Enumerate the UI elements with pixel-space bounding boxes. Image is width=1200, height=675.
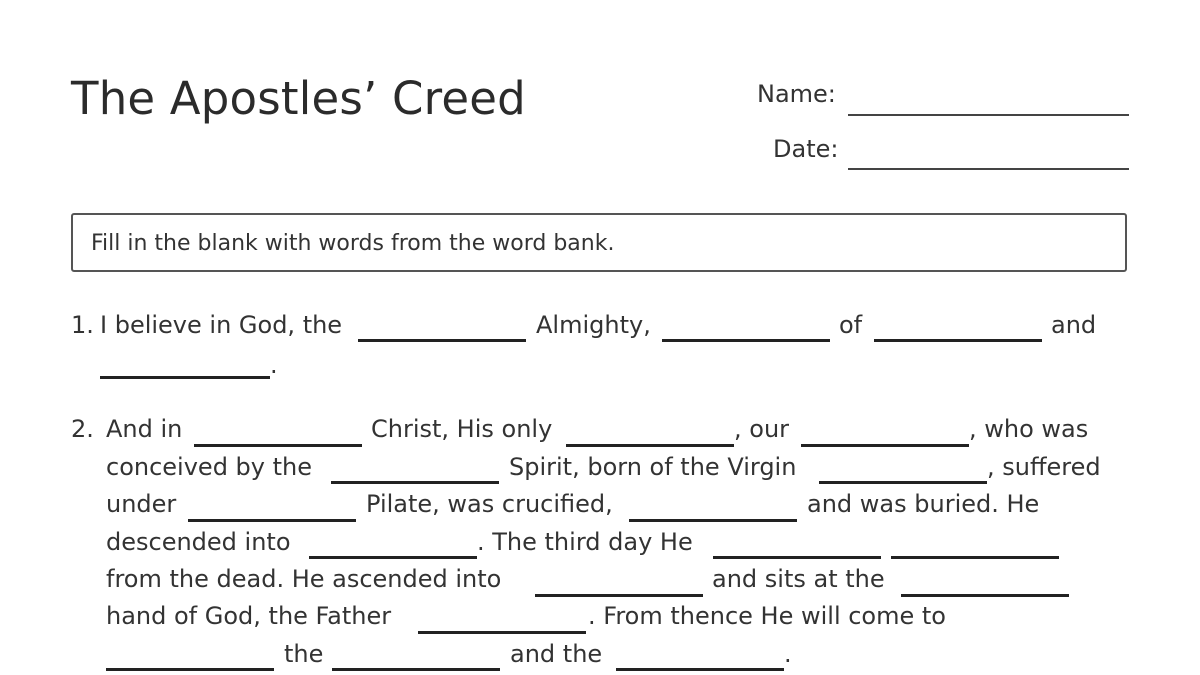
fill-in-blank[interactable]: [100, 376, 270, 379]
question-2-text: Spirit, born of the Virgin: [509, 453, 797, 481]
fill-in-blank[interactable]: [418, 631, 586, 634]
question-1-text: and: [1051, 311, 1097, 339]
fill-in-blank[interactable]: [194, 444, 362, 447]
worksheet-title: The Apostles’ Creed: [71, 72, 526, 125]
date-field-line[interactable]: [848, 168, 1129, 170]
fill-in-blank[interactable]: [358, 339, 526, 342]
fill-in-blank[interactable]: [616, 668, 784, 671]
question-2-text: and the: [510, 640, 603, 668]
fill-in-blank[interactable]: [901, 594, 1069, 597]
fill-in-blank[interactable]: [188, 519, 356, 522]
question-2-text: , suffered: [987, 453, 1101, 481]
question-1-number: 1.: [71, 311, 94, 339]
fill-in-blank[interactable]: [891, 556, 1059, 559]
question-2-text: And in: [106, 415, 183, 443]
question-2-text: the: [284, 640, 324, 668]
date-label: Date:: [773, 135, 839, 163]
question-2-text: and sits at the: [712, 565, 885, 593]
question-2-number: 2.: [71, 415, 94, 443]
question-1-text: .: [270, 351, 278, 379]
fill-in-blank[interactable]: [819, 481, 987, 484]
fill-in-blank[interactable]: [662, 339, 830, 342]
instructions-box: Fill in the blank with words from the word bank.: [71, 213, 1127, 272]
fill-in-blank[interactable]: [566, 444, 734, 447]
question-2-text: , who was: [969, 415, 1089, 443]
question-1-text: Almighty,: [536, 311, 651, 339]
name-label: Name:: [757, 80, 836, 108]
question-2-text: and was buried. He: [807, 490, 1040, 518]
question-1-text: I believe in God, the: [100, 311, 343, 339]
question-1-text: of: [839, 311, 863, 339]
question-2-text: under: [106, 490, 177, 518]
name-field-line[interactable]: [848, 114, 1129, 116]
question-2-text: Pilate, was crucified,: [366, 490, 613, 518]
question-2-text: , our: [734, 415, 790, 443]
question-2-text: . From thence He will come to: [588, 602, 946, 630]
question-2-text: . The third day He: [477, 528, 693, 556]
fill-in-blank[interactable]: [106, 668, 274, 671]
fill-in-blank[interactable]: [309, 556, 477, 559]
question-2-text: .: [784, 640, 792, 668]
question-2-text: conceived by the: [106, 453, 313, 481]
fill-in-blank[interactable]: [874, 339, 1042, 342]
fill-in-blank[interactable]: [629, 519, 797, 522]
question-2-text: from the dead. He ascended into: [106, 565, 502, 593]
fill-in-blank[interactable]: [713, 556, 881, 559]
question-2-text: hand of God, the Father: [106, 602, 392, 630]
fill-in-blank[interactable]: [332, 668, 500, 671]
question-2-text: Christ, His only: [371, 415, 553, 443]
fill-in-blank[interactable]: [535, 594, 703, 597]
question-2-text: descended into: [106, 528, 291, 556]
fill-in-blank[interactable]: [801, 444, 969, 447]
fill-in-blank[interactable]: [331, 481, 499, 484]
